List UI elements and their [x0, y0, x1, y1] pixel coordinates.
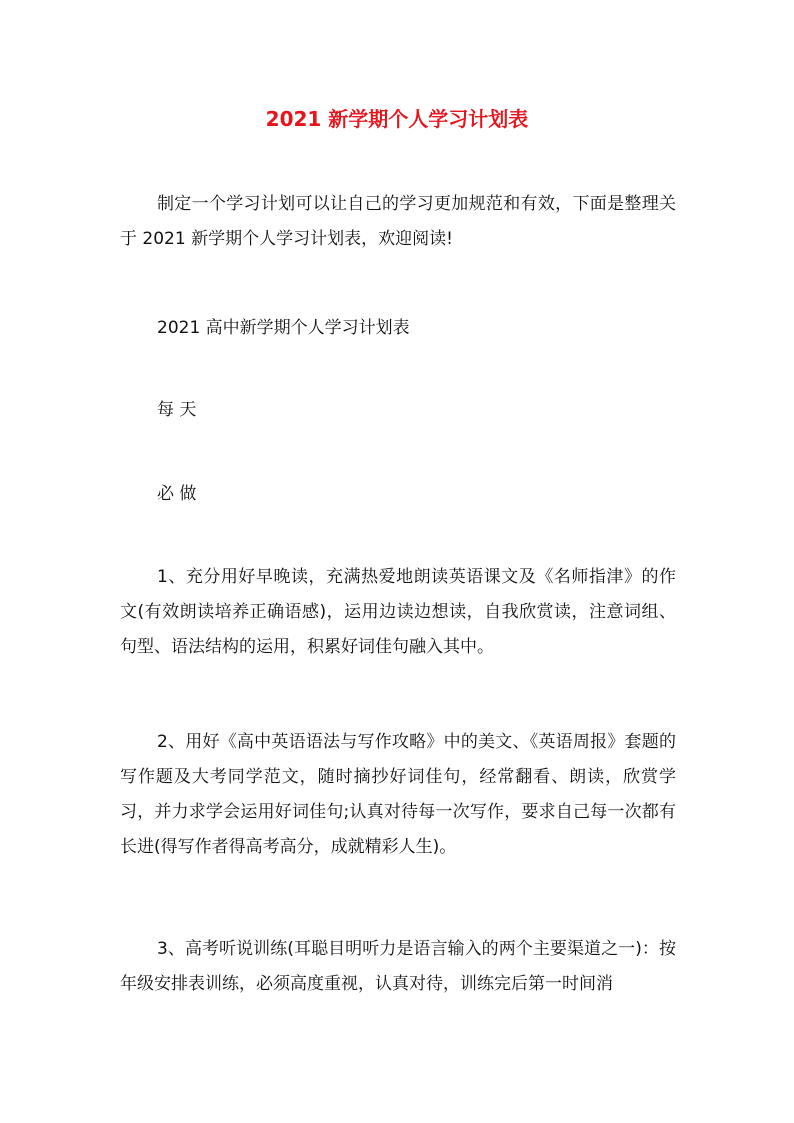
item-3-paragraph: 3、高考听说训练(耳聪目明听力是语言输入的两个主要渠道之一)：按年级安排表训练，必须高度重视，认真对待，训练完后第一时间消	[120, 939, 676, 994]
document-title: 2021 新学期个人学习计划表	[265, 107, 529, 131]
heading-must-do: 必 做	[157, 484, 197, 504]
subtitle-line: 2021 高中新学期个人学习计划表	[157, 318, 410, 338]
item-1-paragraph: 1、充分用好早晚读，充满热爱地朗读英语课文及《名师指津》的作文(有效朗读培养正确语感)，运用边读边想读，自我欣赏读，注意词组、句型、语法结构的运用，积累好词佳句融入其中。	[120, 567, 676, 657]
item-2-paragraph: 2、用好《高中英语语法与写作攻略》中的美文、《英语周报》套题的写作题及大考同学范文，随时摘抄好词佳句，经常翻看、朗读，欣赏学习，并力求学会运用好词佳句;认真对待每一次写作，要求自己每一次都有长进(得写作者得高考高分，成就精彩人生)。	[120, 732, 676, 857]
heading-daily: 每 天	[157, 400, 197, 420]
intro-paragraph: 制定一个学习计划可以让自己的学习更加规范和有效，下面是整理关于 2021 新学期个人学习计划表，欢迎阅读!	[120, 194, 676, 249]
